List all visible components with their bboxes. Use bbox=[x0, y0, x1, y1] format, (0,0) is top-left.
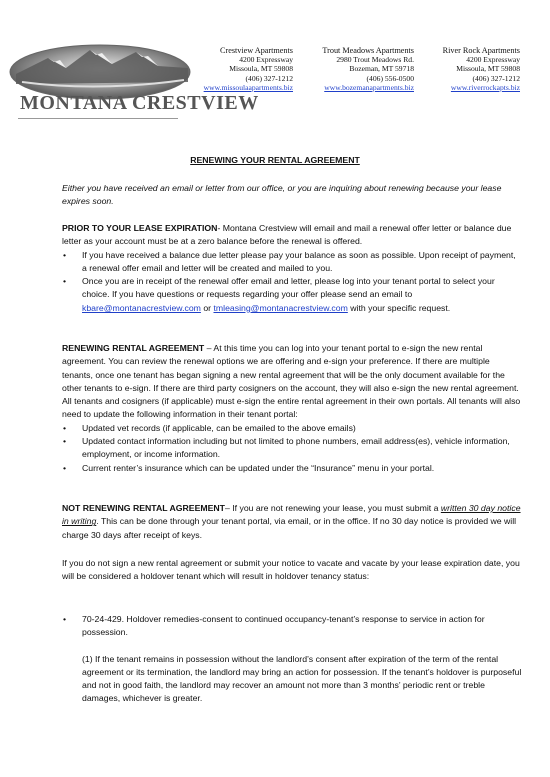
statute-bullets bbox=[62, 613, 522, 640]
section-renewing bbox=[62, 342, 522, 475]
list-item bbox=[62, 613, 522, 640]
email-link-tmleasing[interactable]: tmleasing@montanacrestview.com bbox=[213, 302, 348, 313]
or-text: or bbox=[200, 302, 214, 313]
notice-emphasis: written 30 day notice in writing bbox=[62, 503, 521, 527]
bullet-icon: • bbox=[63, 422, 67, 433]
email-link-kbare[interactable]: kbare@montanacrestview.com bbox=[82, 302, 201, 313]
prior-paragraph bbox=[62, 222, 522, 249]
renewing-text: – At this time you can log into your tenant portal to e-sign the new rental agreement. You can review the renewal options we are offering and e-sign your preference. If there are multiple tenants, once one tenant has began signing a new rental agreement that will be the only document available for the other tenants to e-sign. If there are third party cosigners on the account, they will also e-sign the new rental agreement. All tenants and cosigners (if applicable) must e-sign the entire rental agreement in their own portals. All tenants will also need to update the following information in their tenant portal: bbox=[62, 343, 521, 420]
list-item bbox=[62, 422, 522, 435]
renewing-heading: RENEWING RENTAL AGREEMENT bbox=[62, 343, 205, 353]
prior-heading: PRIOR TO YOUR LEASE EXPIRATION bbox=[62, 223, 218, 233]
intro-text: Either you have received an email or letter from our office, or you are inquiring about renewing because your lease expires soon. bbox=[62, 183, 502, 207]
renewing-paragraph bbox=[62, 342, 522, 422]
bullet-icon: • bbox=[63, 614, 67, 624]
office-website-link[interactable]: www.missoulaapartments.biz bbox=[203, 82, 293, 92]
office-street: 4200 Expressway bbox=[466, 55, 520, 65]
section-holdover bbox=[62, 557, 522, 584]
office-website-link[interactable]: www.bozemanapartments.biz bbox=[324, 82, 414, 92]
bullet-icon: • bbox=[63, 276, 67, 287]
logo-wordmark: MONTANA CRESTVIEW bbox=[20, 92, 259, 114]
office-street: 2980 Trout Meadows Rd. bbox=[336, 55, 414, 65]
office-crestview bbox=[197, 46, 293, 92]
office-name: Crestview Apartments bbox=[220, 46, 293, 55]
not-renewing-text-end: . This can be done through your tenant portal, via email, or in the office. If no 30 day notice is provided we will charge 30 days after receipt of keys. bbox=[62, 516, 517, 540]
office-phone: (406) 327-1212 bbox=[472, 73, 520, 83]
bullet-text: 70-24-429. Holdover remedies-consent to continued occupancy-tenant’s response to service in action for possession. bbox=[82, 614, 485, 638]
prior-bullets bbox=[62, 249, 522, 315]
office-river-rock bbox=[426, 46, 520, 92]
document-title: RENEWING YOUR RENTAL AGREEMENT bbox=[190, 155, 360, 165]
renewing-bullets bbox=[62, 422, 522, 475]
bullet-text: Current renter’s insurance which can be updated under the “Insurance” menu in your portal. bbox=[82, 462, 435, 473]
bullet-icon: • bbox=[63, 436, 67, 447]
intro-paragraph bbox=[62, 182, 522, 209]
office-trout-meadows bbox=[318, 46, 414, 92]
not-renewing-text: – If you are not renewing your lease, you must submit a bbox=[224, 503, 441, 513]
list-item bbox=[62, 249, 522, 276]
list-item bbox=[62, 275, 522, 315]
office-name: Trout Meadows Apartments bbox=[322, 46, 414, 55]
office-phone: (406) 556-0500 bbox=[366, 73, 414, 83]
list-item bbox=[62, 462, 522, 475]
office-website-link[interactable]: www.riverrockapts.biz bbox=[450, 82, 520, 92]
bullet-text: If you have received a balance due letter please pay your balance as soon as possible. Upon receipt of payment, a renewal offer email and letter will be created and mailed to you. bbox=[82, 249, 516, 273]
office-phone: (406) 327-1212 bbox=[245, 73, 293, 83]
statute-paragraph: (1) If the tenant remains in possession without the landlord’s consent after expiration of the term of the rental agreement or its termination, the landlord may bring an action for possession. If the tenant’s holdover is purposeful and not in good faith, the landlord may recover an amount not more than 3 months’ periodic rent or treble damages, whichever is greater. bbox=[82, 653, 522, 704]
bullet-text: Updated contact information including but not limited to phone numbers, email address(es), vehicle information, employment, or income information. bbox=[82, 436, 510, 460]
bullet-icon: • bbox=[63, 249, 67, 260]
office-city: Bozeman, MT 59718 bbox=[349, 64, 414, 74]
logo-divider bbox=[18, 118, 178, 119]
holdover-text: If you do not sign a new rental agreement or submit your notice to vacate and vacate by your lease expiration date, you will be considered a holdover tenant which will result in holdover tenancy status: bbox=[62, 558, 520, 582]
prior-text: - Montana Crestview will email and mail a renewal offer letter or balance due letter as your account must be at a zero balance before the renewal is offered. bbox=[62, 223, 512, 247]
bullet-text: Once you are in receipt of the renewal offer email and letter, please log into your tenant portal to select your choice. If you have questions or requests regarding your offer please send an email to bbox=[82, 276, 495, 300]
bullet-text-end: with your specific request. bbox=[347, 302, 451, 313]
office-city: Missoula, MT 59808 bbox=[456, 64, 520, 74]
not-renewing-heading: NOT RENEWING RENTAL AGREEMENT bbox=[62, 503, 225, 513]
bullet-text: Updated vet records (if applicable, can be emailed to the above emails) bbox=[82, 422, 356, 433]
office-city: Missoula, MT 59808 bbox=[229, 64, 293, 74]
section-not-renewing bbox=[62, 502, 522, 542]
section-prior-expiration bbox=[62, 222, 522, 315]
office-street: 4200 Expressway bbox=[239, 55, 293, 65]
section-statute bbox=[62, 613, 522, 706]
office-name: River Rock Apartments bbox=[442, 46, 520, 55]
bullet-icon: • bbox=[63, 462, 67, 473]
list-item bbox=[62, 435, 522, 462]
not-renewing-paragraph bbox=[62, 502, 522, 542]
